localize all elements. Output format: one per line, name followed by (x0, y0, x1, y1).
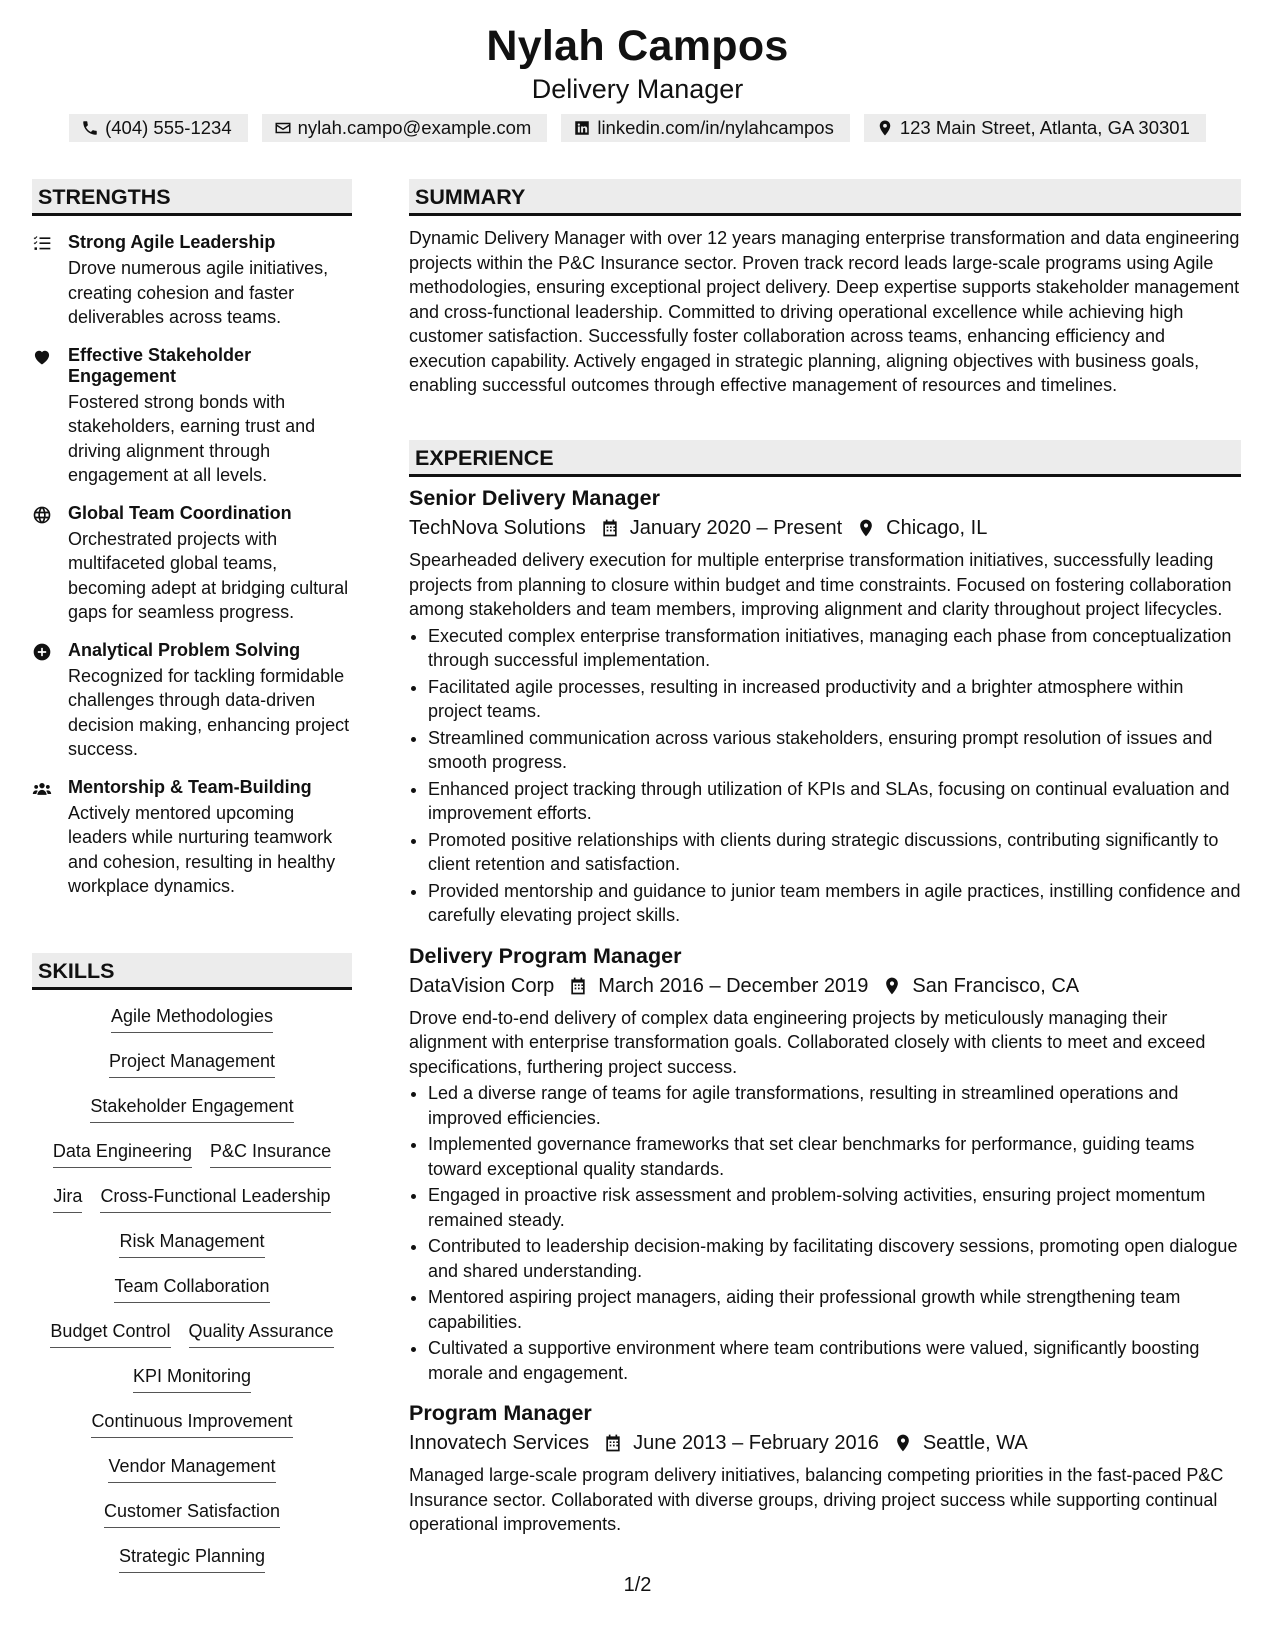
strength-desc: Drove numerous agile initiatives, creating cohesion and faster deliverables across teams. (68, 258, 329, 327)
skill-tag: Project Management (109, 1049, 275, 1078)
contact-address-text: 123 Main Street, Atlanta, GA 30301 (899, 117, 1190, 138)
map-pin-icon (882, 976, 902, 996)
job-title: Senior Delivery Manager (409, 486, 660, 510)
job-bullet: • Implemented governance frameworks that set clear benchmarks for performance, guiding teams toward exceptional quality standards. (428, 1132, 1241, 1181)
job-bullet: • Cultivated a supportive environment where team contributions were valued, significantly boosting morale and engagement. (428, 1336, 1241, 1385)
contact-phone-text: (404) 555-1234 (105, 117, 232, 138)
job-location: San Francisco, CA (912, 974, 1080, 997)
strengths-list (32, 232, 352, 914)
contact-email[interactable] (262, 114, 548, 142)
job-bullets (409, 1081, 1241, 1385)
globe-icon (32, 505, 52, 525)
skill-tag: Risk Management (119, 1229, 264, 1258)
map-pin-icon (856, 518, 876, 538)
phone-icon (81, 119, 99, 137)
job-bullet: • Mentored aspiring project managers, aiding their professional growth while strengthening team capabilities. (428, 1285, 1241, 1334)
strength-desc: Recognized for tackling formidable challenges through data-driven decision making, enhancing project success. (68, 665, 350, 759)
skills-heading: SKILLS (32, 953, 352, 990)
job-dates: March 2016 – December 2019 (598, 974, 869, 997)
skill-tag: Strategic Planning (119, 1544, 265, 1573)
job-bullet: • Promoted positive relationships with clients during strategic discussions, contributing significantly to client retention and satisfaction. (428, 828, 1241, 877)
skills-list (32, 1004, 352, 1589)
strength-title: Mentorship & Team-Building (68, 776, 312, 797)
job-description: Spearheaded delivery execution for multiple enterprise transformation initiatives, successfully leading projects from planning to closure within budget and time constraints. Focused on fostering collaboration among stakeholders and team members, improving alignment and clarity throughout project lifecycles. (409, 550, 1232, 619)
skill-tag: KPI Monitoring (133, 1364, 251, 1393)
skill-tag: Continuous Improvement (91, 1409, 292, 1438)
contact-bar (0, 114, 1275, 142)
strength-item (32, 640, 352, 762)
job-bullet: • Contributed to leadership decision-making by facilitating discovery sessions, promoting open dialogue and shared understanding. (428, 1234, 1241, 1283)
strength-title: Strong Agile Leadership (68, 232, 276, 252)
job-bullets (409, 624, 1241, 928)
job-title: Program Manager (409, 1401, 592, 1425)
strength-item (32, 345, 352, 488)
contact-phone[interactable] (69, 114, 248, 142)
experience-heading: EXPERIENCE (409, 440, 1241, 477)
job-bullet: • Enhanced project tracking through utilization of KPIs and SLAs, focusing on continual evaluation and improvement efforts. (428, 777, 1241, 826)
skill-tag: Customer Satisfaction (104, 1499, 280, 1528)
job-company: TechNova Solutions (409, 517, 586, 539)
job-entry (409, 1399, 1241, 1537)
skill-tag: Quality Assurance (189, 1319, 334, 1348)
strength-item (32, 777, 352, 899)
strength-title: Global Team Coordination (68, 502, 292, 523)
skill-tag: P&C Insurance (210, 1139, 331, 1168)
plus-circle-icon (32, 642, 52, 662)
job-dates: June 2013 – February 2016 (633, 1432, 879, 1454)
experience-list (409, 484, 1241, 1537)
job-bullet: • Provided mentorship and guidance to junior team members in agile practices, instilling confidence and carefully elevating project skills. (428, 879, 1241, 928)
candidate-role: Delivery Manager (531, 74, 744, 104)
skill-tag: Agile Methodologies (111, 1004, 273, 1033)
strength-item (32, 232, 352, 330)
job-bullet: • Led a diverse range of teams for agile transformations, resulting in streamlined operations and improved efficiencies. (428, 1081, 1241, 1130)
candidate-name: Nylah Campos (486, 22, 789, 70)
job-dates: January 2020 – Present (629, 517, 843, 539)
skill-tag: Vendor Management (108, 1454, 275, 1483)
calendar-icon (600, 518, 620, 538)
contact-linkedin[interactable] (561, 114, 850, 142)
job-bullet: • Facilitated agile processes, resulting in increased productivity and a brighter atmosphere within project teams. (428, 675, 1241, 724)
envelope-icon (274, 119, 292, 137)
strength-title: Analytical Problem Solving (68, 639, 301, 660)
job-meta (409, 1429, 1241, 1457)
job-location: Seattle, WA (922, 1432, 1028, 1454)
job-location: Chicago, IL (886, 517, 988, 539)
strengths-heading: STRENGTHS (32, 179, 352, 216)
strength-desc: Orchestrated projects with multifaceted global teams, becoming adept at bridging cultural gaps for seamless progress. (68, 528, 349, 622)
map-pin-icon (876, 119, 894, 137)
calendar-icon (603, 1433, 623, 1453)
skill-tag: Team Collaboration (114, 1274, 269, 1303)
map-pin-icon (893, 1433, 913, 1453)
users-icon (32, 779, 52, 799)
summary-heading: SUMMARY (409, 179, 1241, 216)
job-entry (409, 942, 1241, 1386)
strength-desc: Actively mentored upcoming leaders while nurturing teamwork and cohesion, resulting in healthy workplace dynamics. (68, 802, 336, 896)
job-entry (409, 484, 1241, 928)
job-bullet: • Streamlined communication across various stakeholders, ensuring prompt resolution of issues and smooth progress. (428, 726, 1241, 775)
job-meta (409, 972, 1241, 1000)
job-meta (409, 514, 1241, 542)
skill-tag: Jira (53, 1184, 82, 1213)
strength-title: Effective Stakeholder Engagement (68, 344, 252, 386)
calendar-icon (568, 976, 588, 996)
list-check-icon (32, 234, 52, 254)
skill-tag: Cross-Functional Leadership (100, 1184, 330, 1213)
job-company: Innovatech Services (409, 1432, 590, 1454)
skill-tag: Data Engineering (53, 1139, 192, 1168)
job-bullet: • Executed complex enterprise transformation initiatives, managing each phase from conceptualization through successful implementation. (428, 624, 1241, 673)
job-description: Drove end-to-end delivery of complex data engineering projects by meticulously managing their alignment with enterprise transformation goals. Collaborated closely with clients to meet and exceed specifications, furthering project success. (409, 1007, 1206, 1077)
summary-text: Dynamic Delivery Manager with over 12 years managing enterprise transformation and data engineering projects within the P&C Insurance sector. Proven track record leads large-scale programs using Agile methodologies, ensuring exceptional project delivery. Deep expertise supports stakeholder management and cross-functional leadership. Committed to driving operational excellence while achieving high customer satisfaction. Successfully foster collaboration across teams, enhancing efficiency and execution capability. Actively engaged in strategic planning, aligning objectives with business goals, enabling successful outcomes through effective management of resources and timelines. (409, 228, 1240, 395)
skill-tag: Budget Control (50, 1319, 170, 1348)
skill-tag: Stakeholder Engagement (90, 1094, 293, 1123)
contact-email-text: nylah.campo@example.com (297, 117, 532, 138)
contact-address (864, 114, 1206, 142)
strength-item (32, 503, 352, 625)
page-number: 1/2 (623, 1574, 652, 1596)
job-description: Managed large-scale program delivery initiatives, balancing competing priorities in the fast-paced P&C Insurance sector. Collaborated with diverse groups, driving project success while supporting continual operational improvements. (409, 1465, 1224, 1534)
contact-linkedin-text: linkedin.com/in/nylahcampos (597, 117, 834, 138)
heart-icon (32, 347, 52, 367)
job-title: Delivery Program Manager (409, 943, 682, 968)
linkedin-icon (573, 119, 591, 137)
job-bullet: • Engaged in proactive risk assessment and problem-solving activities, ensuring project momentum remained steady. (428, 1183, 1241, 1232)
job-company: DataVision Corp (409, 974, 555, 997)
strength-desc: Fostered strong bonds with stakeholders, earning trust and driving alignment through engagement at all levels. (68, 391, 316, 485)
